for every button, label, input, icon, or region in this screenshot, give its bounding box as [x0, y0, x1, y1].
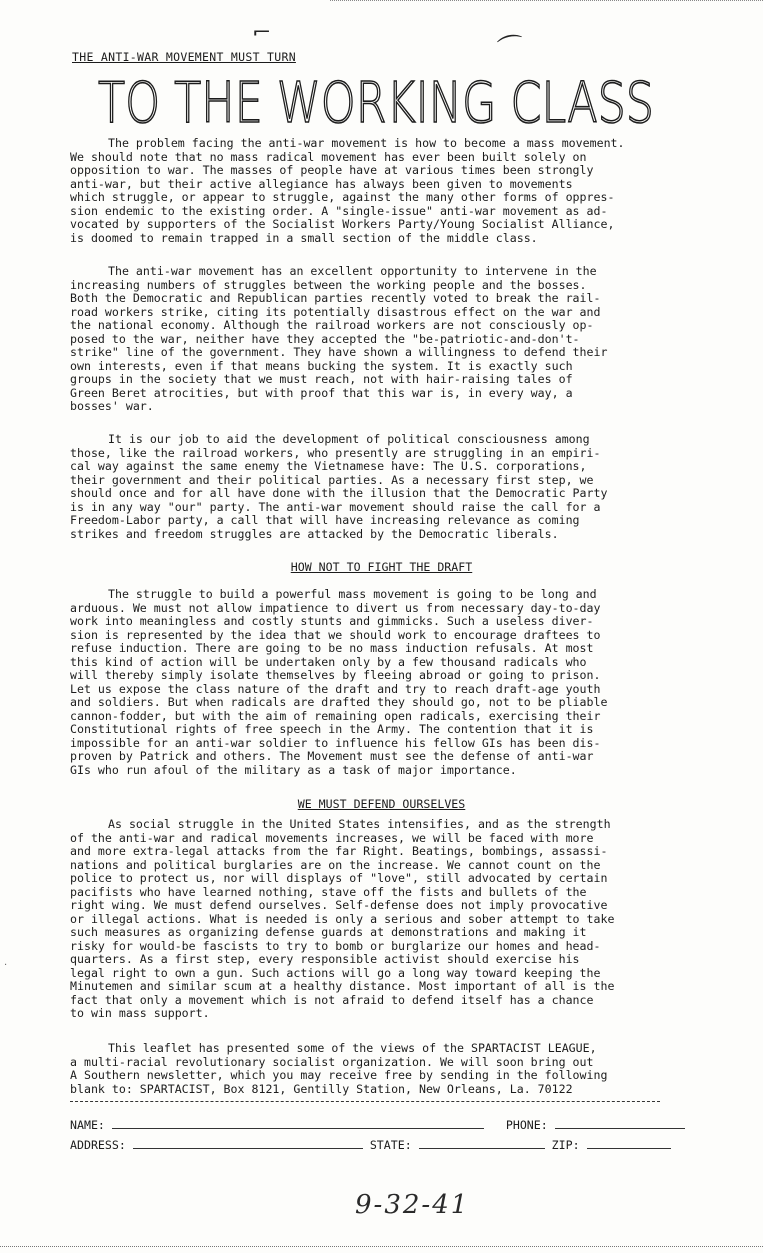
text-line: road workers strike, citing its potentially disastrous effect on the war and — [70, 304, 601, 319]
text-line: arduous. We must not allow impatience to divert us from necessary day-to-day — [70, 600, 601, 615]
title-text: TO THE WORKING CLASS — [98, 71, 654, 136]
text-line: Minutemen and similar scum at a healthy distance. Most important of all is the — [70, 979, 615, 993]
paragraph-draft — [70, 588, 683, 777]
text-line: The problem facing the anti-war movement is how to become a mass movement. — [108, 136, 625, 150]
text-line: The anti-war movement has an excellent opportunity to intervene in the — [108, 264, 597, 278]
text-line: police to protect us, nor will displays of "love", still advocated by certain — [70, 871, 608, 885]
document-subtitle: THE ANTI-WAR MOVEMENT MUST TURN — [72, 50, 296, 64]
text-line: risky for would-be fascists to try to bomb or burglarize our homes and head- — [70, 938, 601, 953]
cut-line — [70, 1101, 660, 1103]
phone-field[interactable] — [555, 1118, 685, 1129]
text-line: groups in the society that we must reach, not with hair-raising tales of — [70, 372, 573, 386]
text-line: fact that only a movement which is not afraid to defend itself has a chance — [70, 992, 594, 1007]
text-line: This leaflet has presented some of the views of the SPARTACIST LEAGUE, — [108, 1041, 597, 1055]
text-line: and more extra-legal attacks from the far Right. Beatings, bombings, assassi- — [70, 844, 608, 858]
text-line: to win mass support. — [70, 1006, 210, 1020]
paragraph-defense — [70, 818, 683, 1021]
text-line: Constitutional rights of free speech in the Army. The contention that it is — [70, 722, 594, 736]
text-line: impossible for an anti-war soldier to influence his fellow GIs has been dis- — [70, 735, 601, 750]
heading-draft: HOW NOT TO FIGHT THE DRAFT — [290, 560, 473, 574]
text-line: bosses' war. — [70, 399, 154, 413]
text-line: this kind of action will be undertaken only by a few thousand radicals who — [70, 654, 587, 669]
bottom-edge-line — [0, 1246, 763, 1248]
text-line: those, like the railroad workers, who presently are struggling in an empiri- — [70, 445, 601, 460]
address-row — [70, 1138, 671, 1152]
text-line: opposition to war. The masses of people have at various times been strongly — [70, 163, 594, 177]
text-line: A Southern newsletter, which you may receive free by sending in the following — [70, 1068, 608, 1082]
paragraph-consciousness — [70, 433, 683, 541]
text-line: Freedom-Labor party, a call that will have increasing relevance as coming — [70, 513, 580, 527]
text-line: anti-war, but their active allegiance has always been given to movements — [70, 176, 573, 191]
paragraph-intro — [70, 137, 683, 245]
name-label: NAME: — [70, 1118, 105, 1132]
text-line: posed to the war, neither have they accepted the "be-patriotic-and-don't- — [70, 331, 580, 346]
name-field[interactable] — [112, 1118, 484, 1129]
state-field[interactable] — [419, 1138, 545, 1149]
address-field[interactable] — [133, 1138, 363, 1149]
address-label: ADDRESS: — [70, 1138, 126, 1152]
paragraph-spartacist — [70, 1042, 683, 1096]
document-title — [98, 70, 658, 136]
text-line: own interests, even if that means bucking the system. It is exactly such — [70, 358, 573, 373]
text-line: cal way against the same enemy the Vietnamese have: The U.S. corporations, — [70, 459, 587, 473]
text-line: legal right to own a gun. Such actions will go a long way toward keeping the — [70, 965, 601, 980]
text-line: will thereby simply isolate themselves by fleeing abroad or going to prison. — [70, 668, 601, 682]
text-line: and soldiers. But when radicals are drafted they should go, not to be pliable — [70, 695, 608, 709]
top-edge-dots — [330, 0, 763, 5]
text-line: is doomed to remain trapped in a small section of the middle class. — [70, 230, 538, 245]
text-line: strikes and freedom struggles are attacked by the Democratic liberals. — [70, 526, 559, 541]
text-line: As social struggle in the United States intensifies, and as the strength — [108, 817, 611, 831]
text-line: Both the Democratic and Republican parties recently voted to break the rail- — [70, 291, 601, 305]
pen-mark: ⌐ — [251, 22, 272, 43]
text-line: the national economy. Although the railroad workers are not consciously op- — [70, 318, 594, 332]
text-line: refuse induction. There are going to be no mass induction refusals. At most — [70, 641, 594, 655]
text-line: The struggle to build a powerful mass movement is going to be long and — [108, 587, 597, 601]
text-line: increasing numbers of struggles between the working people and the bosses. — [70, 277, 587, 292]
text-line: It is our job to aid the development of political consciousness among — [108, 432, 590, 446]
text-line: right wing. We must defend ourselves. Self-defense does not imply provocative — [70, 898, 608, 912]
text-line: GIs who run afoul of the military as a task of major importance. — [70, 762, 517, 777]
text-line: of the anti-war and radical movements increases, we will be faced with more — [70, 830, 594, 845]
text-line: cannon-fodder, but with the aim of remaining open radicals, exercising their — [70, 708, 601, 723]
name-row — [70, 1118, 685, 1132]
text-line: strike" line of the government. They have shown a willingness to defend their — [70, 345, 608, 359]
text-line: proven by Patrick and others. The Movement must see the defense of anti-war — [70, 749, 594, 763]
text-line: or illegal actions. What is needed is only a serious and sober attempt to take — [70, 911, 615, 926]
text-line: pacifists who have learned nothing, stave off the fists and bullets of the — [70, 884, 587, 899]
margin-speck: · — [4, 960, 8, 971]
state-label: STATE: — [369, 1138, 412, 1152]
paragraph-railroad — [70, 265, 683, 414]
text-line: their government and their political parties. As a necessary first step, we — [70, 472, 594, 487]
text-line: nations and political burglaries are on the increase. We cannot count on the — [70, 857, 601, 872]
text-line: blank to: SPARTACIST, Box 8121, Gentilly Station, New Orleans, La. 70122 — [70, 1081, 573, 1096]
text-line: such measures as organizing defense guards at demonstrations and making it — [70, 925, 587, 939]
text-line: Green Beret atrocities, but with proof that this war is, in every way, a — [70, 385, 573, 400]
zip-label: ZIP: — [551, 1138, 580, 1152]
text-line: work into meaningless and costly stunts and gimmicks. Such a useless diver- — [70, 614, 594, 628]
text-line: vocated by supporters of the Socialist Workers Party/Young Socialist Alliance, — [70, 217, 615, 231]
hole-punch-mark: ⌒ — [495, 31, 528, 67]
zip-field[interactable] — [587, 1138, 671, 1149]
text-line: should once and for all have done with the illusion that the Democratic Party — [70, 486, 608, 500]
phone-label: PHONE: — [505, 1118, 548, 1132]
heading-defend: WE MUST DEFEND OURSELVES — [297, 797, 466, 811]
handwritten-number: 9-32-41 — [355, 1190, 470, 1220]
text-line: We should note that no mass radical movement has ever been built solely on — [70, 149, 587, 164]
text-line: Let us expose the class nature of the draft and try to reach draft-age youth — [70, 681, 601, 696]
text-line: sion is represented by the idea that we should work to encourage draftees to — [70, 627, 601, 642]
text-line: is in any way "our" party. The anti-war movement should raise the call for a — [70, 499, 601, 514]
text-line: sion endemic to the existing order. A "single-issue" anti-war movement as ad- — [70, 203, 608, 218]
text-line: which struggle, or appear to struggle, against the many other forms of oppres- — [70, 190, 615, 204]
text-line: a multi-racial revolutionary socialist organization. We will soon bring out — [70, 1054, 594, 1069]
text-line: quarters. As a first step, every responsible activist should exercise his — [70, 952, 580, 966]
